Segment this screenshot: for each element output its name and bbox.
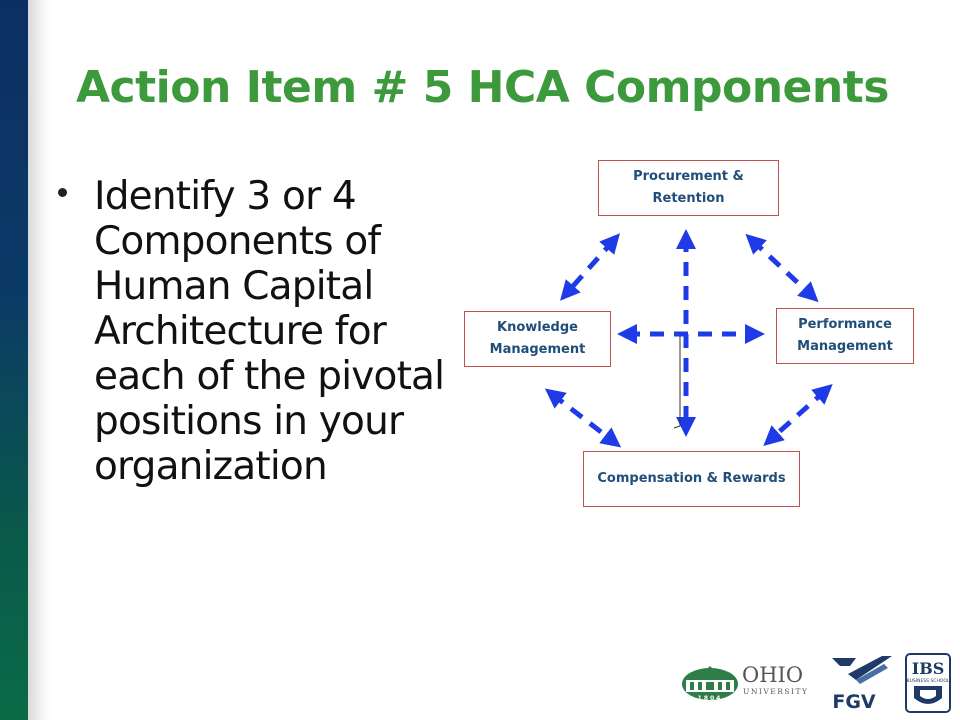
fgv-logo: [832, 656, 892, 713]
arrow-procurement-knowledge: [566, 240, 614, 294]
partner-logos: [680, 652, 952, 714]
ohio-university-wordmark: [742, 663, 808, 696]
fgv-text: FGV: [832, 691, 876, 713]
node-performance-management: [776, 308, 914, 364]
bullet-item: Identify 3 or 4 Components of Human Capital Architecture for each of the pivotal positions in your organization: [94, 174, 445, 489]
ohio-seal-logo: [682, 666, 738, 702]
node-compensation-rewards: [583, 451, 800, 507]
node-knowledge-management: [464, 311, 611, 367]
ohio-sub-text: UNIVERSITY: [743, 687, 809, 696]
connector-foot: [674, 426, 680, 428]
node-knowledge-label: Knowledge Management: [489, 320, 586, 357]
node-procurement-retention: [598, 160, 779, 216]
ohio-year-text: 1804: [697, 695, 723, 702]
node-performance-label: Performance Management: [797, 317, 893, 354]
node-compensation-label: Compensation & Rewards: [597, 471, 786, 486]
ibs-logo: [906, 654, 950, 712]
slide-title: Action Item # 5 HCA Components: [76, 62, 889, 113]
ohio-name-text: OHIO: [742, 663, 804, 687]
arrow-procurement-performance: [752, 240, 812, 296]
arrow-knowledge-compensation: [552, 394, 614, 442]
ibs-sub-text: BUSINESS SCHOOL: [906, 679, 950, 684]
node-procurement-label: Procurement & Retention: [633, 169, 744, 206]
arrow-performance-compensation: [770, 390, 826, 440]
ibs-text: IBS: [911, 659, 945, 678]
